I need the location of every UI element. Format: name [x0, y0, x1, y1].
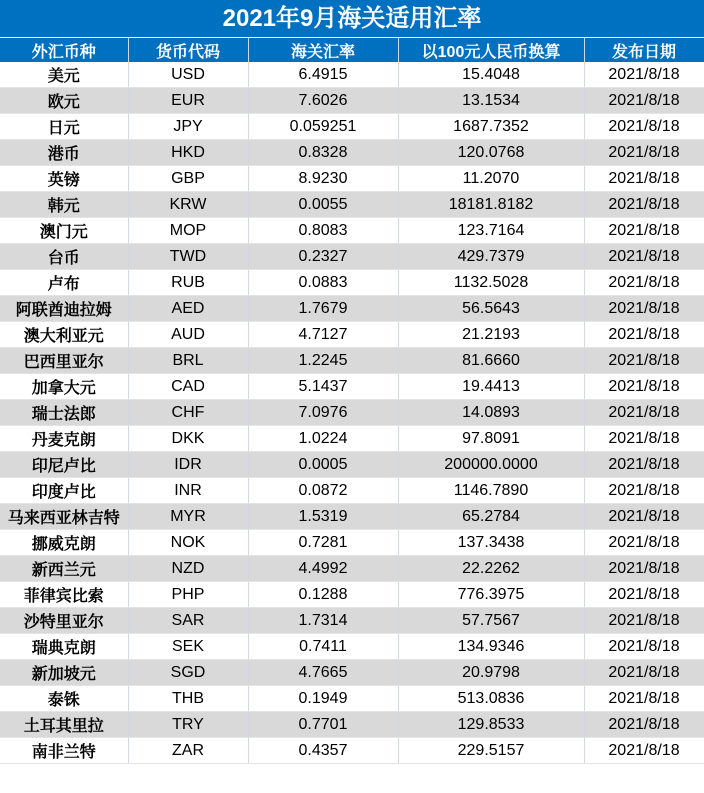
customs-rate-cell: 1.7679: [248, 296, 398, 322]
customs-rate-cell: 0.0055: [248, 192, 398, 218]
publish-date-cell: 2021/8/18: [584, 556, 704, 582]
header-publish-date: 发布日期: [584, 38, 704, 62]
currency-name-cell: 英镑: [0, 166, 128, 192]
currency-code-cell: GBP: [128, 166, 248, 192]
currency-code-cell: TRY: [128, 712, 248, 738]
sheet-title: 2021年9月海关适用汇率: [0, 0, 704, 38]
publish-date-cell: 2021/8/18: [584, 374, 704, 400]
table-row: [0, 192, 704, 218]
currency-code-cell: SEK: [128, 634, 248, 660]
currency-name-cell: 印度卢比: [0, 478, 128, 504]
table-row: [0, 582, 704, 608]
header-currency-code: 货币代码: [128, 38, 248, 62]
publish-date-cell: 2021/8/18: [584, 608, 704, 634]
customs-rate-cell: 6.4915: [248, 62, 398, 88]
table-row: [0, 140, 704, 166]
publish-date-cell: 2021/8/18: [584, 686, 704, 712]
per-100-cny-cell: 1146.7890: [398, 478, 584, 504]
currency-name-cell: 泰铢: [0, 686, 128, 712]
per-100-cny-cell: 19.4413: [398, 374, 584, 400]
customs-rate-cell: 1.7314: [248, 608, 398, 634]
currency-name-cell: 韩元: [0, 192, 128, 218]
currency-code-cell: IDR: [128, 452, 248, 478]
per-100-cny-cell: 57.7567: [398, 608, 584, 634]
publish-date-cell: 2021/8/18: [584, 270, 704, 296]
table-row: [0, 426, 704, 452]
currency-code-cell: BRL: [128, 348, 248, 374]
currency-code-cell: HKD: [128, 140, 248, 166]
customs-rate-cell: 4.7127: [248, 322, 398, 348]
table-row: [0, 348, 704, 374]
table-row: [0, 218, 704, 244]
customs-rate-cell: 1.0224: [248, 426, 398, 452]
currency-name-cell: 印尼卢比: [0, 452, 128, 478]
publish-date-cell: 2021/8/18: [584, 660, 704, 686]
publish-date-cell: 2021/8/18: [584, 426, 704, 452]
customs-rate-cell: 0.1949: [248, 686, 398, 712]
table-row: [0, 504, 704, 530]
per-100-cny-cell: 20.9798: [398, 660, 584, 686]
currency-name-cell: 台币: [0, 244, 128, 270]
currency-name-cell: 阿联酋迪拉姆: [0, 296, 128, 322]
customs-rate-cell: 5.1437: [248, 374, 398, 400]
table-row: [0, 478, 704, 504]
publish-date-cell: 2021/8/18: [584, 582, 704, 608]
customs-rate-cell: 0.0883: [248, 270, 398, 296]
currency-code-cell: PHP: [128, 582, 248, 608]
per-100-cny-cell: 13.1534: [398, 88, 584, 114]
per-100-cny-cell: 429.7379: [398, 244, 584, 270]
currency-name-cell: 菲律宾比索: [0, 582, 128, 608]
currency-name-cell: 土耳其里拉: [0, 712, 128, 738]
table-row: [0, 556, 704, 582]
currency-name-cell: 美元: [0, 62, 128, 88]
per-100-cny-cell: 120.0768: [398, 140, 584, 166]
publish-date-cell: 2021/8/18: [584, 530, 704, 556]
per-100-cny-cell: 18181.8182: [398, 192, 584, 218]
table-row: [0, 452, 704, 478]
currency-code-cell: EUR: [128, 88, 248, 114]
table-row: [0, 634, 704, 660]
per-100-cny-cell: 129.8533: [398, 712, 584, 738]
currency-code-cell: AUD: [128, 322, 248, 348]
currency-code-cell: RUB: [128, 270, 248, 296]
per-100-cny-cell: 134.9346: [398, 634, 584, 660]
customs-rate-cell: 0.7411: [248, 634, 398, 660]
currency-code-cell: SGD: [128, 660, 248, 686]
table-row: [0, 608, 704, 634]
per-100-cny-cell: 200000.0000: [398, 452, 584, 478]
publish-date-cell: 2021/8/18: [584, 738, 704, 764]
per-100-cny-cell: 11.2070: [398, 166, 584, 192]
currency-code-cell: USD: [128, 62, 248, 88]
customs-rate-cell: 4.4992: [248, 556, 398, 582]
currency-name-cell: 澳门元: [0, 218, 128, 244]
customs-rate-cell: 0.2327: [248, 244, 398, 270]
currency-name-cell: 港币: [0, 140, 128, 166]
per-100-cny-cell: 1687.7352: [398, 114, 584, 140]
currency-code-cell: MYR: [128, 504, 248, 530]
per-100-cny-cell: 97.8091: [398, 426, 584, 452]
customs-rate-cell: 7.6026: [248, 88, 398, 114]
header-currency-name: 外汇币种: [0, 38, 128, 62]
publish-date-cell: 2021/8/18: [584, 634, 704, 660]
table-body: [0, 62, 704, 764]
currency-code-cell: NOK: [128, 530, 248, 556]
customs-rate-cell: 0.0872: [248, 478, 398, 504]
table-row: [0, 270, 704, 296]
customs-rate-cell: 7.0976: [248, 400, 398, 426]
customs-rate-cell: 8.9230: [248, 166, 398, 192]
table-row: [0, 660, 704, 686]
table-row: [0, 166, 704, 192]
table-header: [0, 38, 704, 62]
per-100-cny-cell: 15.4048: [398, 62, 584, 88]
table-row: [0, 712, 704, 738]
currency-name-cell: 沙特里亚尔: [0, 608, 128, 634]
per-100-cny-cell: 123.7164: [398, 218, 584, 244]
per-100-cny-cell: 65.2784: [398, 504, 584, 530]
per-100-cny-cell: 14.0893: [398, 400, 584, 426]
currency-name-cell: 瑞士法郎: [0, 400, 128, 426]
customs-rate-cell: 0.1288: [248, 582, 398, 608]
currency-name-cell: 丹麦克朗: [0, 426, 128, 452]
publish-date-cell: 2021/8/18: [584, 166, 704, 192]
publish-date-cell: 2021/8/18: [584, 218, 704, 244]
per-100-cny-cell: 1132.5028: [398, 270, 584, 296]
currency-name-cell: 挪威克朗: [0, 530, 128, 556]
publish-date-cell: 2021/8/18: [584, 296, 704, 322]
table-row: [0, 738, 704, 764]
customs-rate-cell: 0.0005: [248, 452, 398, 478]
currency-code-cell: SAR: [128, 608, 248, 634]
header-customs-rate: 海关汇率: [248, 38, 398, 62]
currency-name-cell: 新加坡元: [0, 660, 128, 686]
table-row: [0, 530, 704, 556]
currency-code-cell: MOP: [128, 218, 248, 244]
per-100-cny-cell: 21.2193: [398, 322, 584, 348]
publish-date-cell: 2021/8/18: [584, 348, 704, 374]
currency-code-cell: KRW: [128, 192, 248, 218]
publish-date-cell: 2021/8/18: [584, 504, 704, 530]
currency-name-cell: 南非兰特: [0, 738, 128, 764]
currency-code-cell: THB: [128, 686, 248, 712]
publish-date-cell: 2021/8/18: [584, 62, 704, 88]
currency-code-cell: AED: [128, 296, 248, 322]
header-row: [0, 38, 704, 62]
publish-date-cell: 2021/8/18: [584, 140, 704, 166]
table-row: [0, 322, 704, 348]
table-row: [0, 374, 704, 400]
currency-code-cell: INR: [128, 478, 248, 504]
publish-date-cell: 2021/8/18: [584, 114, 704, 140]
currency-name-cell: 瑞典克朗: [0, 634, 128, 660]
customs-rate-cell: 0.7701: [248, 712, 398, 738]
currency-name-cell: 卢布: [0, 270, 128, 296]
publish-date-cell: 2021/8/18: [584, 322, 704, 348]
publish-date-cell: 2021/8/18: [584, 88, 704, 114]
per-100-cny-cell: 81.6660: [398, 348, 584, 374]
currency-name-cell: 巴西里亚尔: [0, 348, 128, 374]
per-100-cny-cell: 776.3975: [398, 582, 584, 608]
currency-code-cell: NZD: [128, 556, 248, 582]
currency-name-cell: 马来西亚林吉特: [0, 504, 128, 530]
per-100-cny-cell: 137.3438: [398, 530, 584, 556]
per-100-cny-cell: 22.2262: [398, 556, 584, 582]
currency-code-cell: DKK: [128, 426, 248, 452]
table-row: [0, 88, 704, 114]
currency-code-cell: TWD: [128, 244, 248, 270]
header-per-100-cny: 以100元人民币换算: [398, 38, 584, 62]
currency-code-cell: ZAR: [128, 738, 248, 764]
table-row: [0, 62, 704, 88]
currency-name-cell: 欧元: [0, 88, 128, 114]
customs-rate-cell: 4.7665: [248, 660, 398, 686]
rate-table: [0, 38, 704, 764]
customs-rate-cell: 0.8328: [248, 140, 398, 166]
customs-rate-cell: 1.5319: [248, 504, 398, 530]
table-row: [0, 686, 704, 712]
currency-code-cell: JPY: [128, 114, 248, 140]
customs-rate-cell: 0.7281: [248, 530, 398, 556]
table-row: [0, 296, 704, 322]
publish-date-cell: 2021/8/18: [584, 712, 704, 738]
publish-date-cell: 2021/8/18: [584, 244, 704, 270]
customs-rate-cell: 0.4357: [248, 738, 398, 764]
publish-date-cell: 2021/8/18: [584, 400, 704, 426]
currency-name-cell: 新西兰元: [0, 556, 128, 582]
currency-code-cell: CAD: [128, 374, 248, 400]
currency-name-cell: 澳大利亚元: [0, 322, 128, 348]
per-100-cny-cell: 229.5157: [398, 738, 584, 764]
publish-date-cell: 2021/8/18: [584, 192, 704, 218]
table-row: [0, 244, 704, 270]
table-row: [0, 400, 704, 426]
publish-date-cell: 2021/8/18: [584, 478, 704, 504]
currency-code-cell: CHF: [128, 400, 248, 426]
publish-date-cell: 2021/8/18: [584, 452, 704, 478]
currency-name-cell: 加拿大元: [0, 374, 128, 400]
customs-rate-cell: 1.2245: [248, 348, 398, 374]
currency-name-cell: 日元: [0, 114, 128, 140]
per-100-cny-cell: 56.5643: [398, 296, 584, 322]
per-100-cny-cell: 513.0836: [398, 686, 584, 712]
table-row: [0, 114, 704, 140]
customs-rate-cell: 0.8083: [248, 218, 398, 244]
customs-rate-cell: 0.059251: [248, 114, 398, 140]
